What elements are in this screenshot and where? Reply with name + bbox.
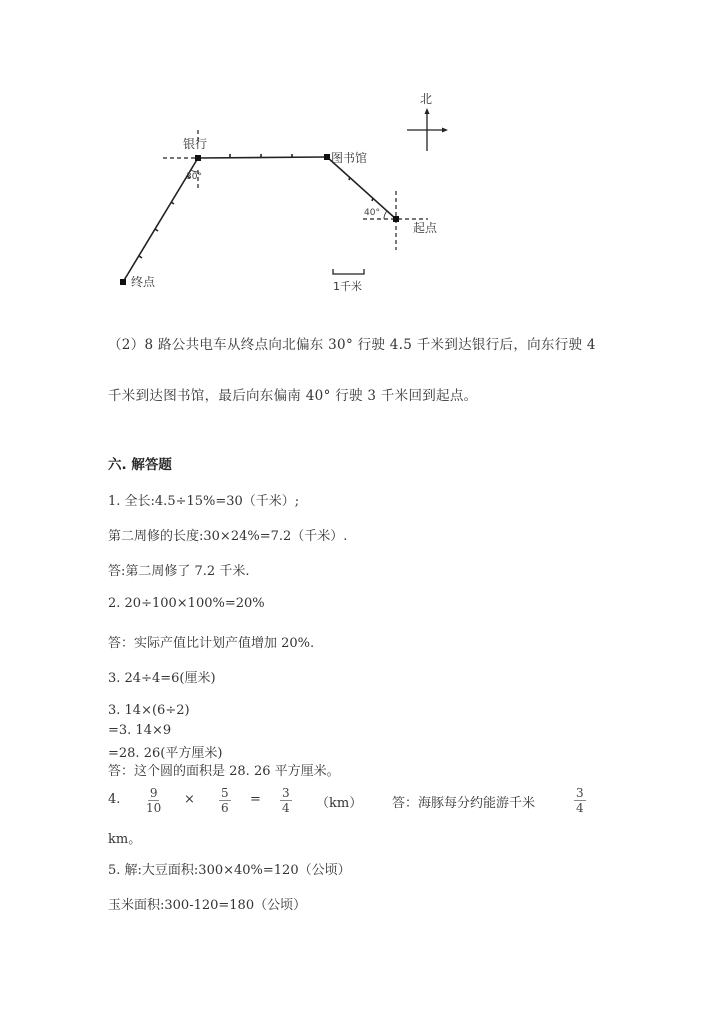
q3-line-4: =28. 26(平方厘米) — [108, 746, 223, 761]
q4-fraction-3 — [280, 786, 292, 815]
angle-arc-40 — [384, 211, 387, 219]
bank-point — [195, 155, 201, 161]
route-library-to-start — [327, 157, 396, 219]
description-line-2: 千米到达图书馆，最后向东偏南 40° 行驶 3 千米回到起点。 — [108, 388, 478, 404]
q2-line-1: 2. 20÷100×100%=20% — [108, 596, 265, 611]
q4-equals-sign: = — [250, 792, 261, 807]
compass-north-label: 北 — [420, 92, 433, 106]
q4-fraction-4 — [574, 786, 586, 815]
scale-label: 1千米 — [333, 280, 362, 293]
description-line-1: （2）8 路公共电车从终点向北偏东 30° 行驶 4.5 千米到达银行后，向东行驶 4 — [108, 337, 596, 353]
fraction-denominator: 4 — [282, 801, 290, 815]
q4-number: 4. — [108, 792, 121, 807]
end-point — [120, 279, 126, 285]
q2-line-2: 答：实际产值比计划产值增加 20%. — [108, 636, 315, 651]
angle-label-30: 30° — [186, 172, 202, 182]
scale-bar — [333, 269, 364, 274]
section-title: 六. 解答题 — [108, 457, 172, 473]
fraction-denominator: 4 — [576, 801, 584, 815]
end-label: 终点 — [131, 275, 156, 289]
q5-line-2: 玉米面积:300-120=180（公顷） — [108, 898, 307, 913]
q4-unit: （km） — [316, 796, 363, 811]
fraction-denominator: 10 — [146, 801, 162, 815]
route-bank-to-library — [198, 154, 327, 158]
angle-label-40: 40° — [364, 208, 380, 218]
q4-fraction-2 — [219, 786, 231, 815]
fraction-numerator: 3 — [282, 786, 290, 800]
route-diagram — [0, 0, 720, 310]
bank-label: 银行 — [183, 137, 208, 151]
q5-line-1: 5. 解:大豆面积:300×40%=120（公顷） — [108, 863, 351, 878]
q3-line-5: 答：这个圆的面积是 28. 26 平方厘米。 — [108, 764, 340, 779]
q1-line-1: 1. 全长:4.5÷15%=30（千米）; — [108, 494, 300, 509]
q1-line-2: 第二周修的长度:30×24%=7.2（千米）. — [108, 529, 348, 544]
start-label: 起点 — [413, 221, 438, 235]
fraction-numerator: 9 — [149, 786, 158, 800]
q4-tail: km。 — [108, 832, 142, 847]
library-point — [324, 154, 330, 160]
start-point — [393, 216, 399, 222]
q4-fraction-1 — [144, 786, 163, 815]
q3-line-3: =3. 14×9 — [108, 723, 172, 738]
q1-line-3: 答:第二周修了 7.2 千米. — [108, 564, 250, 579]
fraction-numerator: 5 — [221, 786, 229, 800]
library-label: 图书馆 — [331, 151, 368, 165]
fraction-denominator: 6 — [221, 801, 229, 815]
fraction-numerator: 3 — [576, 786, 584, 800]
q3-line-2: 3. 14×(6÷2) — [108, 703, 190, 718]
q4-answer-text: 答：海豚每分约能游千米 — [392, 796, 536, 811]
q3-line-1: 3. 24÷4=6(厘米) — [108, 671, 216, 686]
q4-times-sign: × — [184, 792, 195, 807]
compass-icon — [407, 108, 448, 151]
